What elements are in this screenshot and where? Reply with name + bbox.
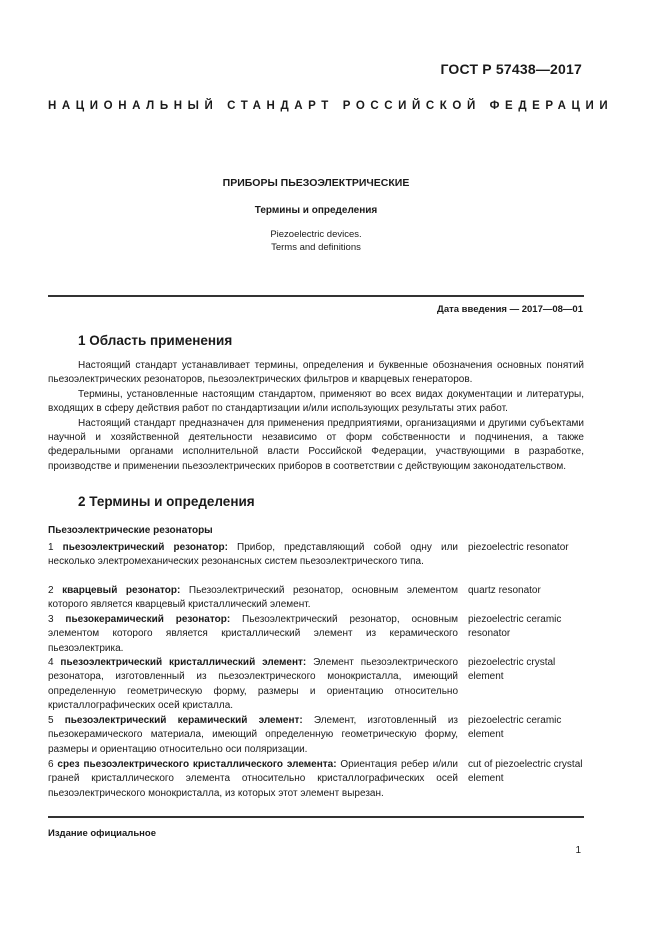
document-title: ПРИБОРЫ ПЬЕЗОЭЛЕКТРИЧЕСКИЕ: [222, 177, 410, 189]
term-number: 1: [48, 542, 54, 553]
term-definition: Ориентация ребер и/или граней кристаллического элемента относительно кристаллографических осей пьезоэлектрического монокристалла, из которых этот элемент вырезан.: [48, 759, 459, 799]
term-english: piezoelectric resonator: [468, 542, 569, 553]
term-name: пьезоэлектрический кристаллический элемент:: [60, 657, 307, 668]
section-heading-terms: 2 Термины и определения: [78, 494, 255, 509]
term-definition: Прибор, представляющий собой одну или несколько электромеханических резонансных систем пьезоэлектрического типа.: [48, 542, 459, 568]
term-entry: [48, 758, 458, 801]
term-number: 3: [48, 614, 54, 625]
term-number: 6: [48, 759, 54, 770]
term-name: пьезокерамический резонатор:: [65, 614, 231, 625]
standard-code: ГОСТ Р 57438—2017: [440, 61, 582, 77]
term-definition: Элемент, изготовленный из пьезокерамического материала, имеющий определенную геометрическую форму, размеры и ориентацию относительно оси поляризации.: [48, 715, 458, 755]
term-number: 5: [48, 715, 54, 726]
page-number: 1: [575, 845, 581, 856]
term-english: piezoelectric ceramic element: [468, 715, 562, 741]
national-standard-banner: НАЦИОНАЛЬНЫЙ СТАНДАРТ РОССИЙСКОЙ ФЕДЕРАЦИИ: [48, 100, 614, 112]
official-edition-label: Издание официальное: [48, 828, 156, 839]
section-heading-scope: 1 Область применения: [78, 333, 233, 348]
paragraph: Настоящий стандарт устанавливает термины, определения и буквенные обозначения основных понятий пьезоэлектрических резонаторов, пьезоэлектрических фильтров и кварцевых генераторов.: [48, 360, 584, 386]
term-english: piezoelectric ceramic resonator: [468, 614, 562, 640]
paragraph: Настоящий стандарт предназначен для применения предприятиями, организациями и другими субъектами научной и хозяйственной деятельности независимо от форм собственности и подчинения, а также федеральными органами исполнительной власти Российской Федерации, участвующими в разработке, производстве и применении пьезоэлектрических приборов в соответствии с действующим законодательством.: [48, 417, 584, 472]
term-english: piezoelectric crystal element: [468, 657, 556, 683]
term-name: кварцевый резонатор:: [62, 585, 181, 596]
footer-divider: [48, 816, 584, 818]
term-name: пьезоэлектрический резонатор:: [62, 542, 228, 553]
term-english: cut of piezoelectric crystal element: [468, 759, 583, 785]
english-title-line: Piezoelectric devices.: [270, 229, 362, 240]
term-name: пьезоэлектрический керамический элемент:: [64, 715, 303, 726]
term-english: quartz resonator: [468, 585, 541, 596]
header-divider: [48, 295, 584, 297]
term-definition: Пьезоэлектрический резонатор, основным элементом которого является кристаллический элемент из керамического пьезоэлектрика.: [48, 614, 459, 654]
term-entry: [48, 714, 458, 757]
term-name: срез пьезоэлектрического кристаллического элемента:: [57, 759, 337, 770]
term-entry: [48, 656, 458, 713]
document-subtitle: Термины и определения: [254, 205, 378, 216]
scope-text: [48, 359, 584, 474]
english-title-line: Terms and definitions: [271, 242, 361, 253]
term-entry: [48, 613, 458, 656]
term-group-title: Пьезоэлектрические резонаторы: [48, 525, 213, 536]
english-title: [48, 228, 584, 254]
term-definition: Пьезоэлектрический резонатор, основным элементом которого является кварцевый кристаллический элемент.: [48, 585, 458, 611]
term-number: 4: [48, 657, 54, 668]
term-definition: Элемент пьезоэлектрического резонатора, изготовленный из пьезоэлектрического монокристалла, имеющий определенную геометрическую форму, размеры и ориентацию относительно кристаллографических осей кристалла.: [48, 657, 459, 711]
term-entry: [48, 541, 458, 570]
term-number: 2: [48, 585, 54, 596]
term-entry: [48, 584, 458, 613]
paragraph: Термины, установленные настоящим стандартом, применяют во всех видах документации и литературы, входящих в сферу действия работ по стандартизации и/или использующих результаты этих работ.: [48, 388, 584, 415]
introduction-date: Дата введения — 2017—08—01: [437, 304, 583, 315]
